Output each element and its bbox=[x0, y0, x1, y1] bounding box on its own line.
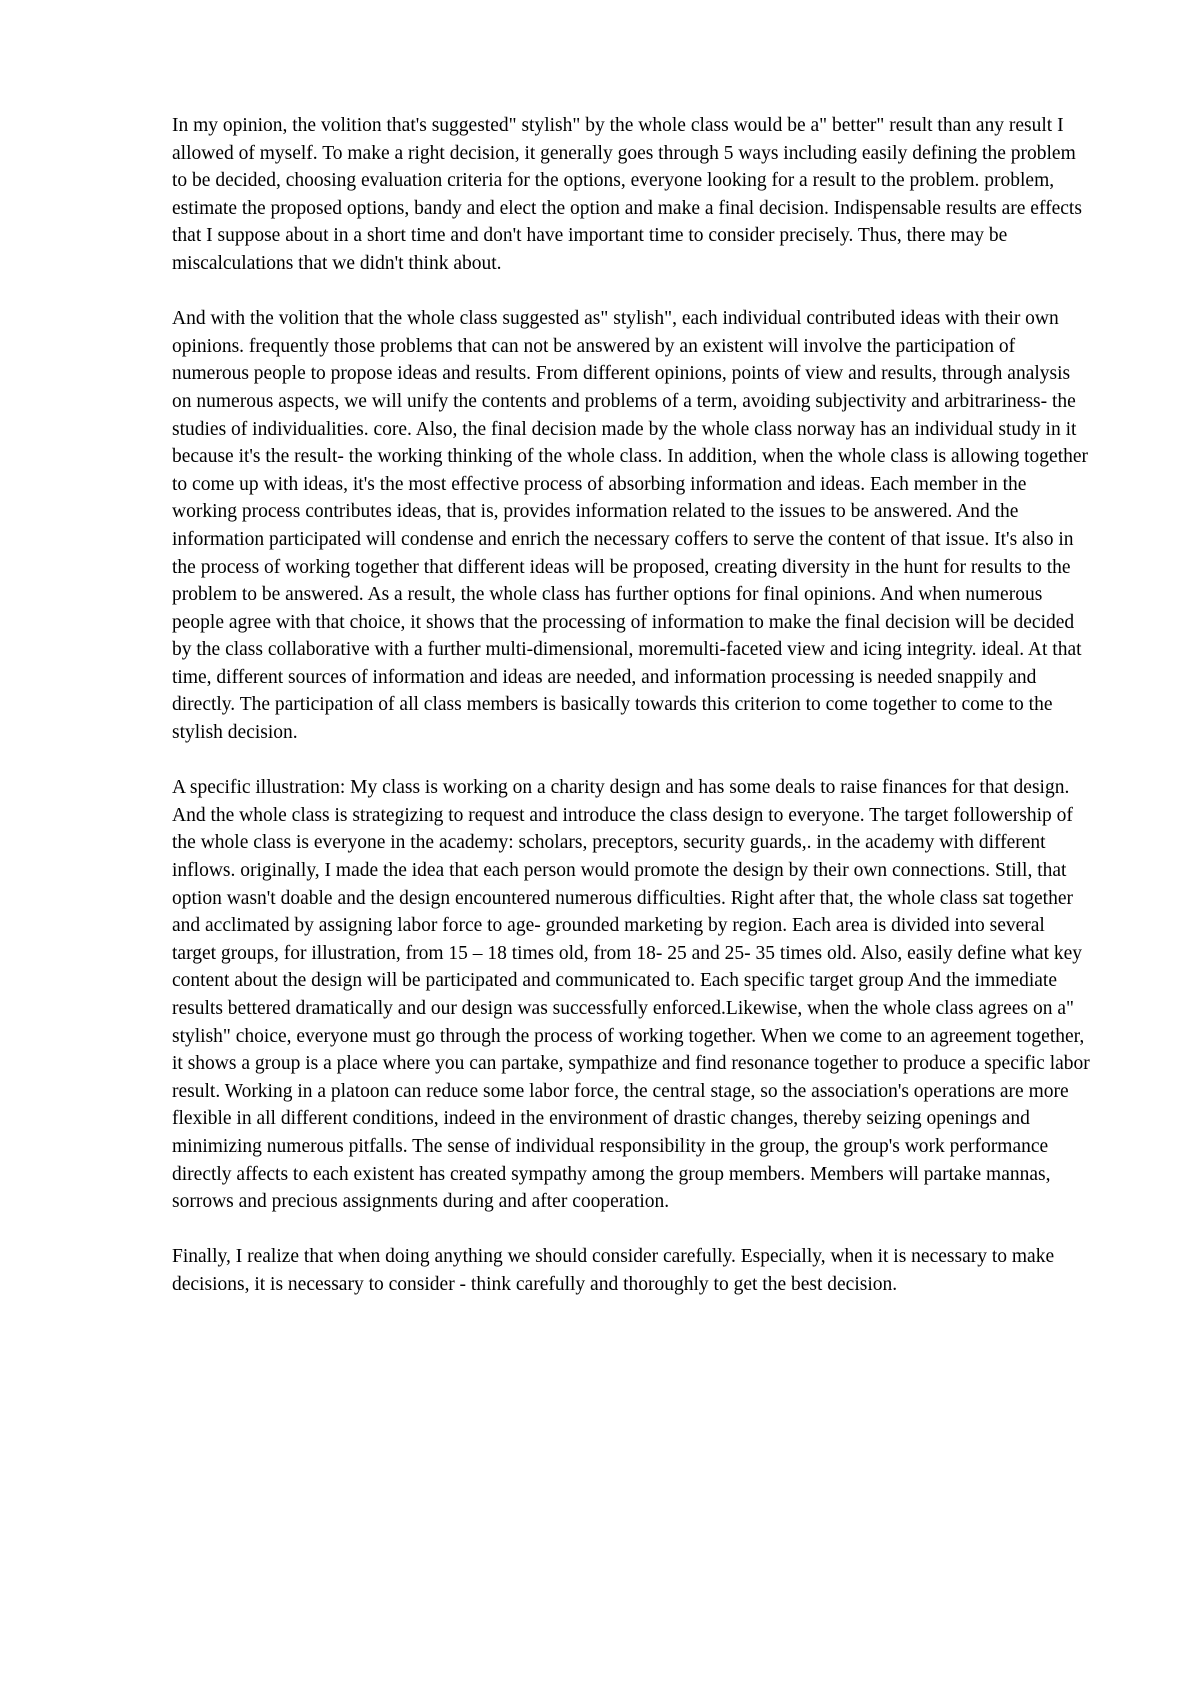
paragraph-3: A specific illustration: My class is working on a charity design and has some deals to raise finances for that design. And the whole class is strategizing to request and introduce the class design to everyone. The target followership of the whole class is everyone in the academy: scholars, preceptors, security guards,. in the academy with different inflows. originally, I made the idea that each person would promote the design by their own connections. Still, that option wasn't doable and the design encountered numerous difficulties. Right after that, the whole class sat together and acclimated by assigning labor force to age- grounded marketing by region. Each area is divided into several target groups, for illustration, from 15 – 18 times old, from 18- 25 and 25- 35 times old. Also, easily define what key content about the design will be participated and communicated to. Each specific target group And the immediate results bettered dramatically and our design was successfully enforced.Likewise, when the whole class agrees on a" stylish" choice, everyone must go through the process of working together. When we come to an agreement together, it shows a group is a place where you can partake, sympathize and find resonance together to produce a specific labor result. Working in a platoon can reduce some labor force, the central stage, so the association's operations are more flexible in all different conditions, indeed in the environment of drastic changes, thereby seizing openings and minimizing numerous pitfalls. The sense of individual responsibility in the group, the group's work performance directly affects to each existent has created sympathy among the group members. Members will partake mannas, sorrows and precious assignments during and after cooperation. bbox=[172, 777, 1090, 1213]
paragraph-2: And with the volition that the whole class suggested as" stylish", each individual contributed ideas with their own opinions. frequently those problems that can not be answered by an existent will involve the participation of numerous people to propose ideas and results. From different opinions, points of view and results, through analysis on numerous aspects, we will unify the contents and problems of a term, avoiding subjectivity and arbitrariness- the studies of individualities. core. Also, the final decision made by the whole class norway has an individual study in it because it's the result- the working thinking of the whole class. In addition, when the whole class is allowing together to come up with ideas, it's the most effective process of absorbing information and ideas. Each member in the working process contributes ideas, that is, provides information related to the issues to be answered. And the information participated will condense and enrich the necessary coffers to serve the content of that issue. It's also in the process of working together that different ideas will be proposed, creating diversity in the hunt for results to the problem to be answered. As a result, the whole class has further options for final opinions. And when numerous people agree with that choice, it shows that the processing of information to make the final decision will be decided by the class collaborative with a further multi-dimensional, moremulti-faceted view and icing integrity. ideal. At that time, different sources of information and ideas are needed, and information processing is needed snappily and directly. The participation of all class members is basically towards this criterion to come together to come to the stylish decision. bbox=[172, 308, 1089, 744]
document-page bbox=[172, 112, 1092, 1299]
paragraph-1: In my opinion, the volition that's suggested" stylish" by the whole class would be a" better" result than any result I allowed of myself. To make a right decision, it generally goes through 5 ways including easily defining the problem to be decided, choosing evaluation criteria for the options, everyone looking for a result to the problem. problem, estimate the proposed options, bandy and elect the option and make a final decision. Indispensable results are effects that I suppose about in a short time and don't have important time to consider precisely. Thus, there may be miscalculations that we didn't think about. bbox=[172, 115, 1082, 274]
paragraph-4: Finally, I realize that when doing anything we should consider carefully. Especially, when it is necessary to make decisions, it is necessary to consider - think carefully and thoroughly to get the best decision. bbox=[172, 1246, 1055, 1295]
